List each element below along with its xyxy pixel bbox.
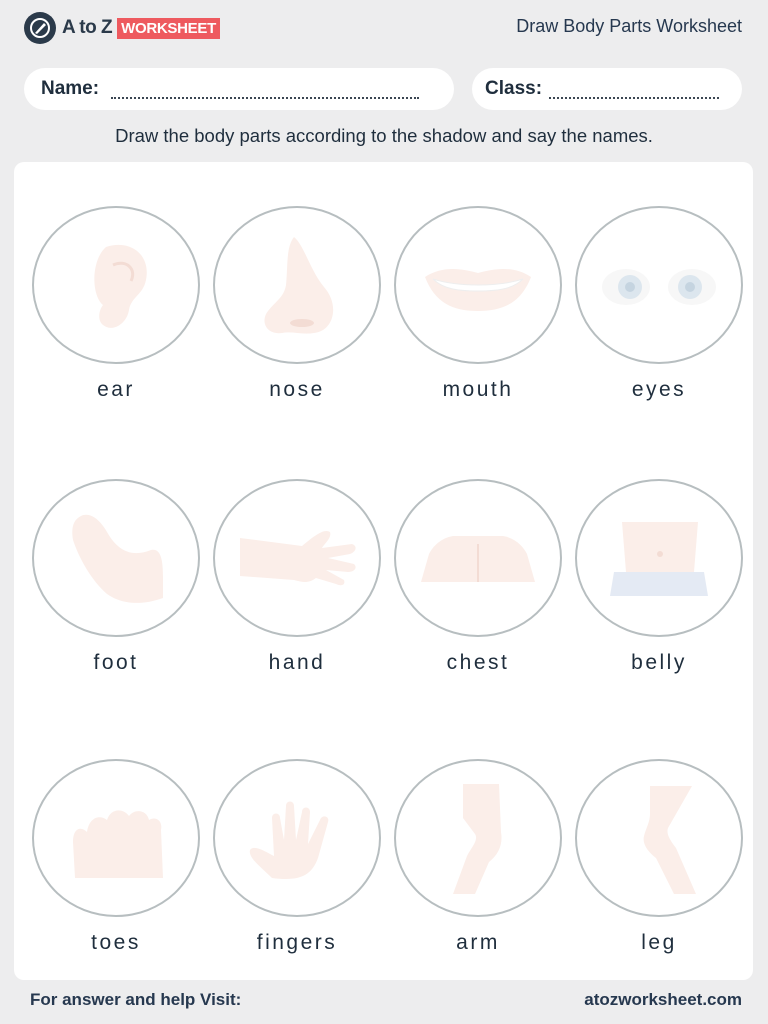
body-part-label: leg [641, 931, 677, 954]
body-part-card-ear[interactable] [32, 206, 200, 401]
ear-icon [32, 206, 200, 364]
body-part-label: mouth [442, 378, 514, 401]
hand-icon [213, 479, 381, 637]
page-title: Draw Body Parts Worksheet [516, 16, 742, 36]
body-part-card-foot[interactable] [32, 479, 200, 674]
class-label: Class: [485, 78, 543, 99]
body-part-label: nose [269, 378, 325, 401]
body-part-card-arm[interactable] [394, 759, 562, 954]
foot-icon [32, 479, 200, 637]
arm-icon [394, 759, 562, 917]
body-part-label: foot [93, 651, 139, 674]
class-write-line[interactable] [549, 85, 719, 99]
body-part-card-leg[interactable] [575, 759, 743, 954]
nose-icon [213, 206, 381, 364]
name-label: Name: [41, 78, 100, 99]
body-part-card-eyes[interactable] [575, 206, 743, 401]
body-part-label: belly [631, 651, 687, 674]
footer-website-link[interactable]: atozworksheet.com [584, 990, 742, 1009]
name-field[interactable] [24, 68, 454, 110]
belly-icon [575, 479, 743, 637]
body-part-label: eyes [631, 378, 687, 401]
footer-help-text: For answer and help Visit: [30, 990, 242, 1009]
page-header [0, 0, 768, 58]
chest-icon [394, 479, 562, 637]
name-write-line[interactable] [111, 85, 419, 99]
mouth-icon [394, 206, 562, 364]
body-part-label: chest [446, 651, 510, 674]
body-part-label: hand [268, 651, 326, 674]
logo-badge: WORKSHEET [117, 18, 220, 39]
toes-icon [32, 759, 200, 917]
leg-icon [575, 759, 743, 917]
body-part-card-hand[interactable] [213, 479, 381, 674]
body-part-label: toes [91, 931, 141, 954]
body-part-card-toes[interactable] [32, 759, 200, 954]
body-part-label: arm [456, 931, 500, 954]
body-part-label: fingers [256, 931, 338, 954]
eyes-icon [575, 206, 743, 364]
body-part-label: ear [97, 378, 135, 401]
class-field[interactable] [472, 68, 742, 110]
body-part-card-nose[interactable] [213, 206, 381, 401]
body-part-card-fingers[interactable] [213, 759, 381, 954]
fingers-icon [213, 759, 381, 917]
logo-text: A to Z [62, 17, 113, 38]
pencil-icon [24, 12, 56, 44]
site-logo[interactable] [24, 12, 220, 44]
body-part-card-mouth[interactable] [394, 206, 562, 401]
instruction-text: Draw the body parts according to the shadow and say the names. [115, 125, 653, 146]
body-part-card-chest[interactable] [394, 479, 562, 674]
body-part-card-belly[interactable] [575, 479, 743, 674]
